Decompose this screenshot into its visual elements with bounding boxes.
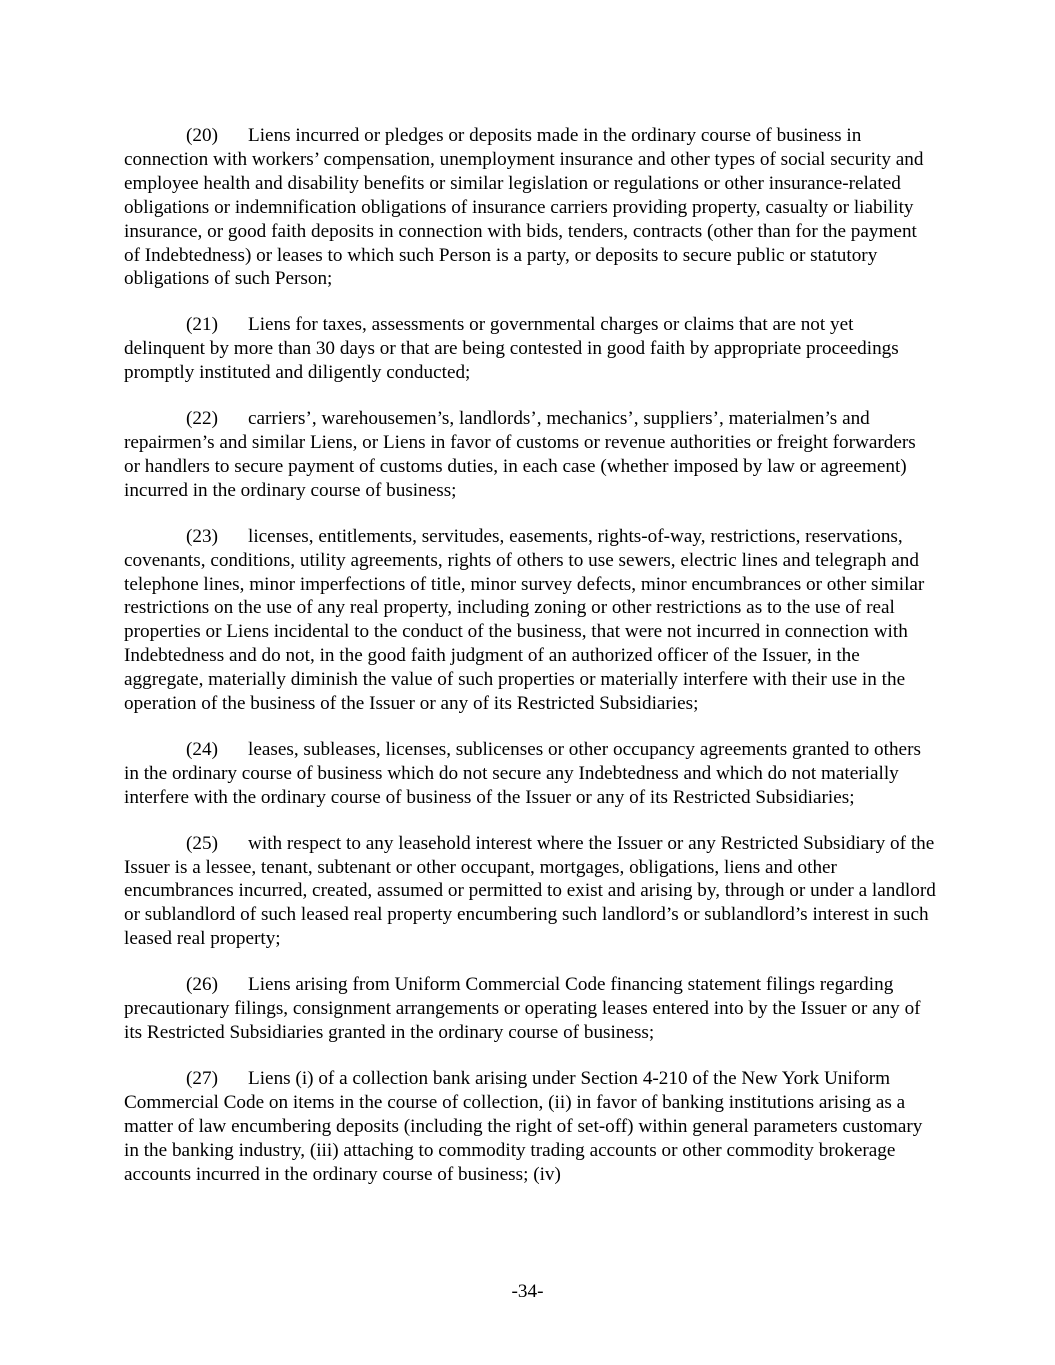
paragraph-20	[124, 124, 936, 291]
paragraph-text: licenses, entitlements, servitudes, easements, rights-of-way, restrictions, reservations, covenants, conditions, utility agreements, rights of others to use sewers, electric lines and telegraph and telephone lines, minor imperfections of title, minor survey defects, minor encumbrances or other similar restrictions on the use of any real property, including zoning or other restrictions as to the use of real properties or Liens incidental to the conduct of the business, that were not incurred in connection with Indebtedness and do not, in the good faith judgment of an authorized officer of the Issuer, in the aggregate, materially diminish the value of such properties or materially interfere with their use in the operation of the business of the Issuer or any of its Restricted Subsidiaries;	[124, 525, 925, 715]
paragraph-text: Liens (i) of a collection bank arising under Section 4-210 of the New York Uniform Commercial Code on items in the course of collection, (ii) in favor of banking institutions arising as a matter of law encumbering deposits (including the right of set-off) within general parameters customary in the banking industry, (iii) attaching to commodity trading accounts or other commodity brokerage accounts incurred in the ordinary course of business; (iv)	[124, 1067, 923, 1185]
paragraph-text: Liens incurred or pledges or deposits made in the ordinary course of business in connection with workers’ compensation, unemployment insurance and other types of social security and employee health and disability benefits or similar legislation or regulations or other insurance-related obligations or indemnification obligations of insurance carriers providing property, casualty or liability insurance, or good faith deposits in connection with bids, tenders, contracts (other than for the payment of Indebtedness) or leases to which such Person is a party, or deposits to secure public or statutory obligations of such Person;	[124, 125, 924, 290]
paragraph-text: Liens arising from Uniform Commercial Code financing statement filings regarding precautionary filings, consignment arrangements or operating leases entered into by the Issuer or any of its Restricted Subsidiaries granted in the ordinary course of business;	[124, 974, 921, 1043]
paragraph-number: (24)	[186, 738, 218, 760]
paragraph-number: (22)	[186, 408, 218, 430]
document-body	[124, 124, 936, 1208]
paragraph-text: carriers’, warehousemen’s, landlords’, mechanics’, suppliers’, materialmen’s and repairmen’s and similar Liens, or Liens in favor of customs or revenue authorities or freight forwarders or handlers to secure payment of customs duties, in each case (whether imposed by law or agreement) incurred in the ordinary course of business;	[124, 408, 916, 501]
paragraph-25	[124, 832, 936, 952]
page-number: -34-	[511, 1281, 544, 1302]
paragraph-22	[124, 407, 936, 503]
paragraph-text: leases, subleases, licenses, sublicenses or other occupancy agreements granted to others in the ordinary course of business which do not secure any Indebtedness and which do not materially interfere with the ordinary course of business of the Issuer or any of its Restricted Subsidiaries;	[124, 738, 921, 808]
paragraph-number: (27)	[186, 1067, 218, 1089]
paragraph-number: (20)	[186, 125, 218, 146]
paragraph-27	[124, 1067, 936, 1187]
paragraph-number: (23)	[186, 525, 218, 547]
paragraph-23	[124, 525, 936, 716]
paragraph-number: (26)	[186, 974, 218, 996]
paragraph-number: (25)	[186, 832, 218, 854]
paragraph-number: (21)	[186, 314, 218, 336]
paragraph-24	[124, 738, 936, 810]
paragraph-21	[124, 313, 936, 385]
paragraph-text: Liens for taxes, assessments or governmental charges or claims that are not yet delinquent by more than 30 days or that are being contested in good faith by appropriate proceedings promptly instituted and diligently conducted;	[124, 314, 899, 384]
paragraph-text: with respect to any leasehold interest where the Issuer or any Restricted Subsidiary of the Issuer is a lessee, tenant, subtenant or other occupant, mortgages, obligations, liens and other encumbrances incurred, created, assumed or permitted to exist and arising by, through or under a landlord or sublandlord of such leased real property encumbering such landlord’s or sublandlord’s interest in such leased real property;	[124, 832, 936, 950]
paragraph-26	[124, 973, 936, 1045]
